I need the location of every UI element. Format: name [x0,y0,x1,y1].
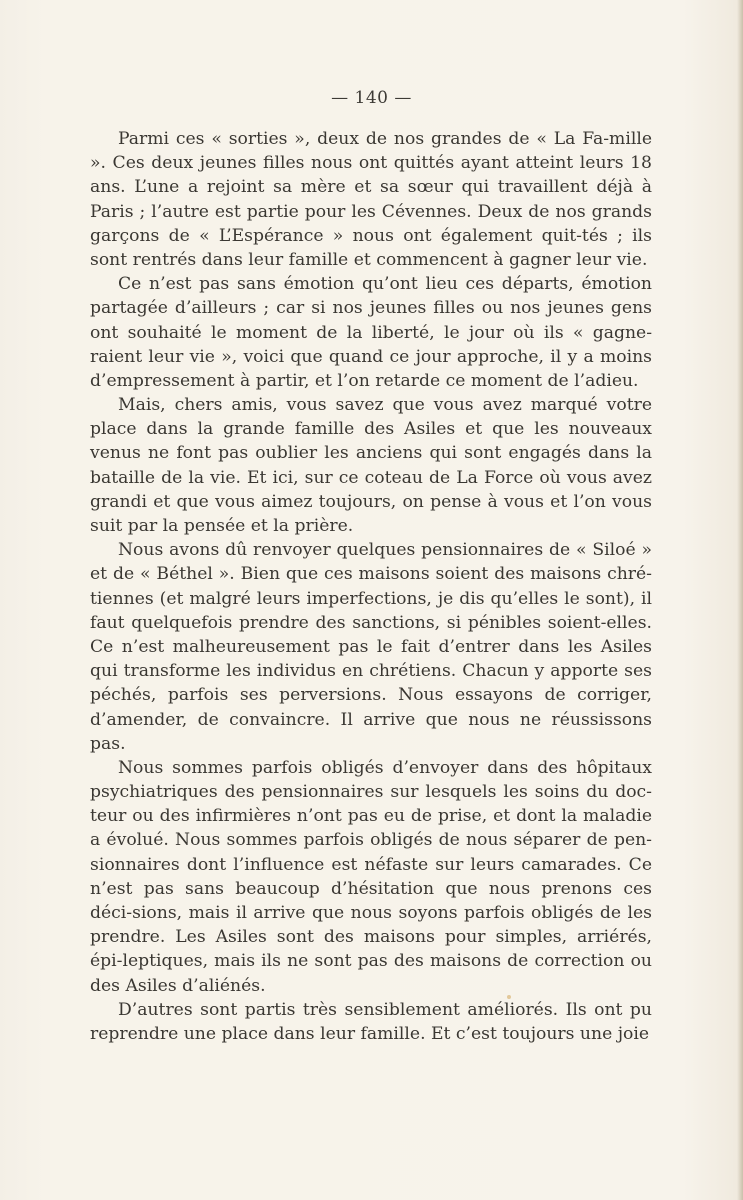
paragraph-hopitaux-psychiatriques: Nous sommes parfois obligés d’envoyer dans des hôpitaux psychiatriques des pensionnaires sur lesquels les soins du doc-teur ou des infirmières n’ont pas eu de prise, et dont la maladie a évolué. Nous sommes parfois obligés de nous séparer de pen-sionnaires dont l’influence est néfaste sur leurs camarades. Ce n’est pas sans beaucoup d’hésitation que nous prenons ces déci-sions, mais il arrive que nous soyons parfois obligés de les prendre. Les Asiles sont des maisons pour simples, arriérés, épi-leptiques, mais ils ne sont pas des maisons de correction ou des Asiles d’aliénés. [90,757,652,996]
page-edge-shadow [737,0,743,1200]
paper-speck [507,995,511,999]
page-body-text [90,127,652,1046]
paragraph-renvoyer-pensionnaires: Nous avons dû renvoyer quelques pensionnaires de « Siloé » et de « Béthel ». Bien que ces maisons soient des maisons chré-tiennes (et malgré leurs imperfections, je dis qu’elles le sont), il faut quelquefois prendre des sanctions, si pénibles soient-elles. Ce n’est malheureusement pas le fait d’entrer dans les Asiles qui transforme les individus en chrétiens. Chacun y apporte ses péchés, parfois ses perversions. Nous essayons de corriger, d’amender, de convaincre. Il arrive que nous ne réussissons pas. [90,540,652,754]
paragraph-sorties: Parmi ces « sorties », deux de nos grandes de « La Fa-mille ». Ces deux jeunes filles nous ont quittés ayant atteint leurs 18 ans. L’une a rejoint sa mère et sa sœur qui travaillent déjà à Paris ; l’autre est partie pour les Cévennes. Deux de nos grands garçons de « L’Espérance » nous ont également quit-tés ; ils sont rentrés dans leur famille et commencent à gagner leur vie. [90,129,652,270]
paragraph-ameliores: D’autres sont partis très sensiblement améliorés. Ils ont pu reprendre une place dans leur famille. Et c’est toujours une joie [90,999,652,1044]
paragraph-emotion-departs: Ce n’est pas sans émotion qu’ont lieu ces départs, émotion partagée d’ailleurs ; car si nos jeunes filles ou nos jeunes gens ont souhaité le moment de la liberté, le jour où ils « gagne-raient leur vie », voici que quand ce jour approche, il y a moins d’empressement à partir, et l’on retarde ce moment de l’adieu. [90,274,652,391]
paragraph-chers-amis: Mais, chers amis, vous savez que vous avez marqué votre place dans la grande famille des Asiles et que les nouveaux venus ne font pas oublier les anciens qui sont engagés dans la bataille de la vie. Et ici, sur ce coteau de La Force où vous avez grandi et que vous aimez toujours, on pense à vous et l’on vous suit par la pensée et la prière. [90,395,652,536]
page-number: — 140 — [331,88,412,108]
